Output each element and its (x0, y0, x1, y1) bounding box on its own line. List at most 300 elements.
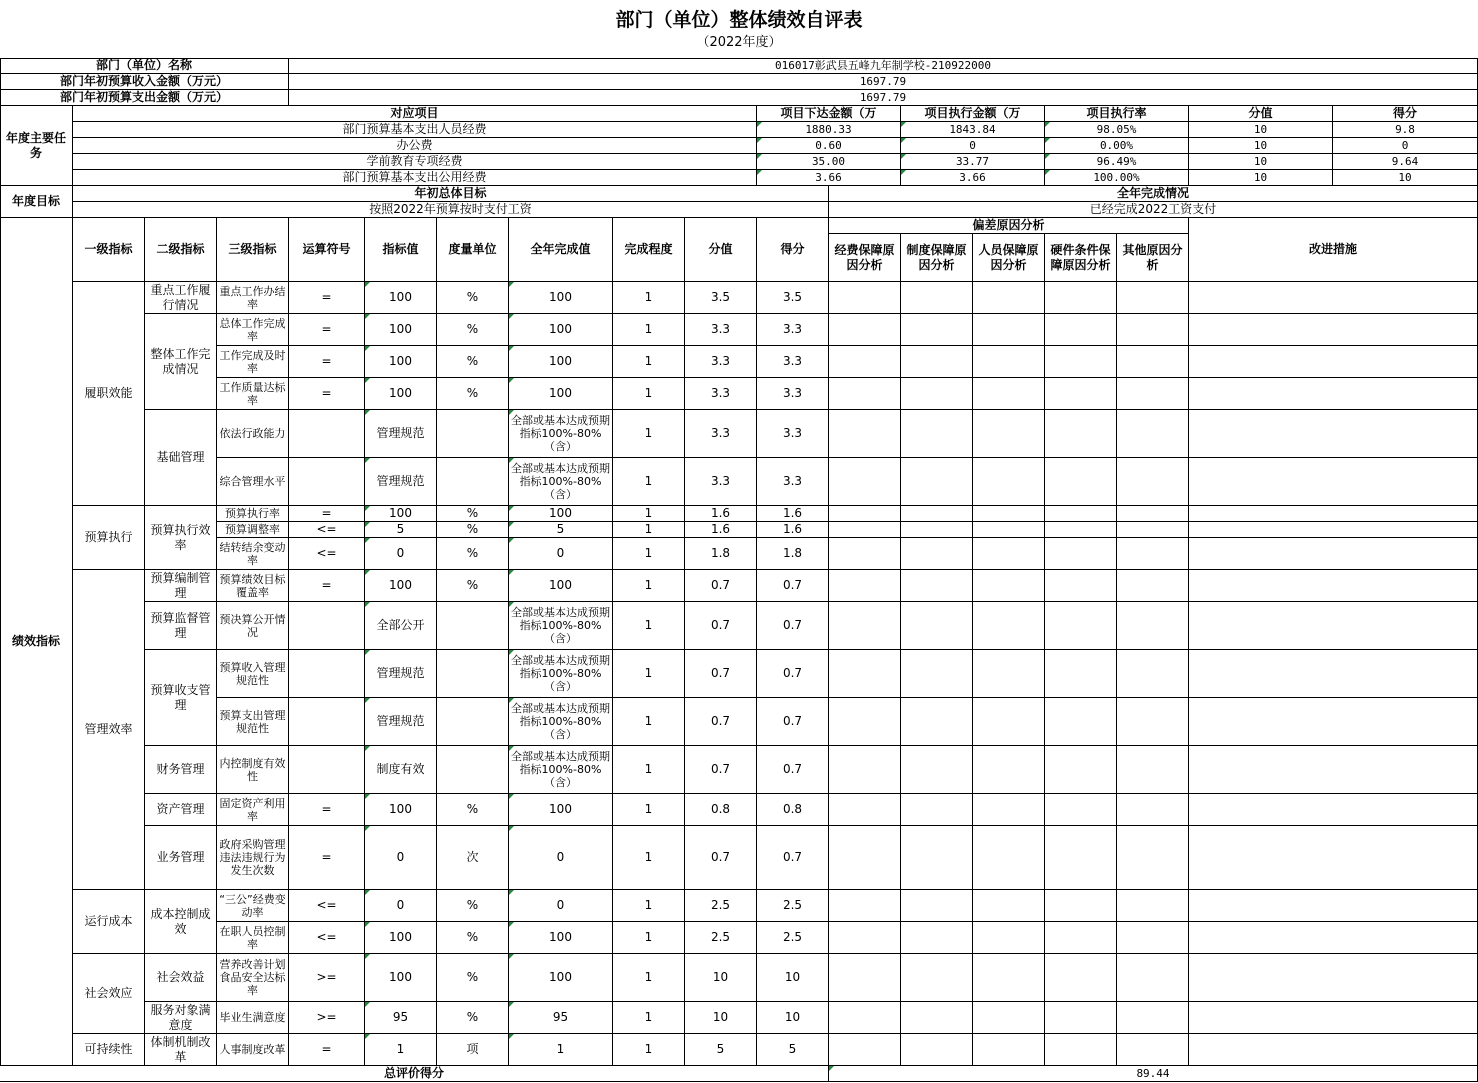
indicator-cell: 3.3 (757, 410, 829, 458)
indicator-cell: 1 (613, 346, 685, 378)
tasks-cell: 10 (1189, 154, 1333, 170)
deviation-cell (1189, 1002, 1478, 1034)
deviation-cell (1117, 506, 1189, 522)
level3-indicator: 工作完成及时率 (217, 346, 289, 378)
indicator-cell: 100 (509, 346, 613, 378)
cell-marker (365, 794, 370, 799)
level2-indicator: 预算执行效率 (145, 506, 217, 570)
deviation-cell (1189, 826, 1478, 890)
indicator-cell: 1 (613, 506, 685, 522)
level3-indicator: 营养改善计划食品安全达标率 (217, 954, 289, 1002)
indicator-cell: 5 (757, 1034, 829, 1066)
deviation-cell (1045, 378, 1117, 410)
deviation-cell (973, 826, 1045, 890)
cell-marker (365, 1002, 370, 1007)
cell-marker (1045, 170, 1050, 175)
deviation-cell (1045, 522, 1117, 538)
indicator-cell: 1 (613, 826, 685, 890)
deviation-cell (829, 602, 901, 650)
deviation-cell (1189, 506, 1478, 522)
tasks-header: 对应项目 (73, 106, 757, 122)
level3-indicator: 预算支出管理规范性 (217, 698, 289, 746)
level2-indicator: 资产管理 (145, 794, 217, 826)
indicator-cell: 0.7 (757, 746, 829, 794)
deviation-cell (829, 458, 901, 506)
indicator-cell: 1 (613, 282, 685, 314)
indicator-cell: 2.5 (685, 922, 757, 954)
deviation-cell (901, 650, 973, 698)
deviation-cell (973, 458, 1045, 506)
cell-marker (901, 170, 906, 175)
cell-marker (365, 346, 370, 351)
level2-indicator: 财务管理 (145, 746, 217, 794)
deviation-cell (1045, 746, 1117, 794)
deviation-cell (901, 746, 973, 794)
deviation-cell (1117, 522, 1189, 538)
level1-indicator: 可持续性 (73, 1034, 145, 1066)
indicator-cell: 10 (757, 954, 829, 1002)
indicator-cell: 3.3 (757, 346, 829, 378)
level1-indicator: 预算执行 (73, 506, 145, 570)
deviation-cell (901, 410, 973, 458)
level3-indicator: 固定资产利用率 (217, 794, 289, 826)
indicator-cell: 100 (365, 282, 437, 314)
page-title: 部门（单位）整体绩效自评表 (615, 9, 863, 31)
level1-indicator: 履职效能 (73, 282, 145, 506)
indicator-header: 一级指标 (73, 218, 145, 282)
cell-marker (509, 602, 514, 607)
tasks-cell: 0 (1333, 138, 1478, 154)
deviation-cell (829, 314, 901, 346)
deviation-cell (901, 1034, 973, 1066)
indicator-cell: 0.7 (685, 650, 757, 698)
level2-indicator: 预算监督管理 (145, 602, 217, 650)
indicators-section-label: 绩效指标 (0, 218, 73, 1066)
indicator-cell: 1.6 (757, 522, 829, 538)
cell-marker (509, 1002, 514, 1007)
indicator-cell: 100 (365, 794, 437, 826)
deviation-cell (829, 506, 901, 522)
deviation-cell (829, 410, 901, 458)
cell-marker (365, 282, 370, 287)
indicator-cell: 3.3 (685, 410, 757, 458)
indicator-cell: 100 (509, 954, 613, 1002)
indicator-cell: 管理规范 (365, 698, 437, 746)
cell-marker (757, 122, 762, 127)
deviation-cell (1189, 922, 1478, 954)
budget-income-label: 部门年初预算收入金额（万元） (0, 74, 289, 90)
indicator-header: 度量单位 (437, 218, 509, 282)
deviation-cell (829, 1002, 901, 1034)
level3-indicator: 综合管理水平 (217, 458, 289, 506)
cell-marker (509, 506, 514, 511)
deviation-cell (901, 538, 973, 570)
cell-marker (365, 890, 370, 895)
goal-completion-value: 已经完成2022工资支付 (829, 202, 1478, 218)
deviation-cell (973, 282, 1045, 314)
level3-indicator: 结转结余变动率 (217, 538, 289, 570)
deviation-cell (1117, 458, 1189, 506)
deviation-cell (829, 794, 901, 826)
deviation-cell (1045, 458, 1117, 506)
level3-indicator: 预决算公开情况 (217, 602, 289, 650)
deviation-cell (973, 1002, 1045, 1034)
goal-section-label: 年度目标 (0, 186, 73, 218)
tasks-cell: 办公费 (73, 138, 757, 154)
deviation-cell (829, 890, 901, 922)
indicator-cell: 1.6 (685, 522, 757, 538)
deviation-cell (1117, 314, 1189, 346)
indicator-cell: 0 (365, 826, 437, 890)
deviation-cell (973, 1034, 1045, 1066)
indicator-cell: 管理规范 (365, 650, 437, 698)
indicator-cell: 全部或基本达成预期指标100%-80%（含） (509, 410, 613, 458)
indicator-cell: 100 (365, 570, 437, 602)
indicator-cell: 95 (365, 1002, 437, 1034)
deviation-cell (901, 458, 973, 506)
indicator-cell: <= (289, 922, 365, 954)
cell-marker (365, 746, 370, 751)
level2-indicator: 基础管理 (145, 410, 217, 506)
deviation-cell (1045, 538, 1117, 570)
indicator-cell: 1 (613, 522, 685, 538)
indicator-cell: 全部或基本达成预期指标100%-80%（含） (509, 698, 613, 746)
indicator-cell: 1 (613, 922, 685, 954)
indicator-cell: 0.7 (757, 698, 829, 746)
cell-marker (509, 538, 514, 543)
deviation-cell (1117, 282, 1189, 314)
indicator-cell: 1 (613, 410, 685, 458)
indicator-cell: 95 (509, 1002, 613, 1034)
deviation-cell (1045, 954, 1117, 1002)
indicator-cell: 1.6 (685, 506, 757, 522)
deviation-cell (1189, 890, 1478, 922)
indicator-header: 得分 (757, 218, 829, 282)
indicator-cell: 5 (365, 522, 437, 538)
indicator-header: 二级指标 (145, 218, 217, 282)
cell-marker (509, 570, 514, 575)
indicator-cell: 0.7 (757, 826, 829, 890)
deviation-cell (901, 794, 973, 826)
indicator-cell: 1 (613, 458, 685, 506)
cell-marker (757, 170, 762, 175)
indicator-cell: 全部或基本达成预期指标100%-80%（含） (509, 602, 613, 650)
level2-indicator: 重点工作履行情况 (145, 282, 217, 314)
deviation-cell (1189, 698, 1478, 746)
tasks-cell: 10 (1333, 170, 1478, 186)
budget-income-value: 1697.79 (289, 74, 1478, 90)
cell-marker (365, 954, 370, 959)
tasks-cell: 0 (901, 138, 1045, 154)
goal-initial-header: 年初总体目标 (73, 186, 829, 202)
indicator-cell: % (437, 570, 509, 602)
indicator-cell: 100 (509, 314, 613, 346)
indicator-cell (289, 458, 365, 506)
tasks-cell: 10 (1189, 170, 1333, 186)
level2-indicator: 社会效益 (145, 954, 217, 1002)
indicator-cell: % (437, 314, 509, 346)
level3-indicator: 总体工作完成率 (217, 314, 289, 346)
level1-indicator: 社会效应 (73, 954, 145, 1034)
indicator-cell: 制度有效 (365, 746, 437, 794)
tasks-header: 得分 (1333, 106, 1478, 122)
indicator-cell: 1 (613, 954, 685, 1002)
indicator-cell: 10 (685, 1002, 757, 1034)
indicator-cell: = (289, 282, 365, 314)
indicator-header: 指标值 (365, 218, 437, 282)
deviation-cell (1189, 746, 1478, 794)
deviation-header: 偏差原因分析 (829, 218, 1189, 234)
deviation-cell (901, 506, 973, 522)
deviation-cell (829, 346, 901, 378)
deviation-cell (829, 570, 901, 602)
cell-marker (365, 698, 370, 703)
indicator-cell: 10 (685, 954, 757, 1002)
deviation-subheader: 其他原因分析 (1117, 234, 1189, 282)
tasks-header: 项目执行金额（万 (901, 106, 1045, 122)
deviation-cell (973, 890, 1045, 922)
indicator-cell: 100 (365, 954, 437, 1002)
tasks-cell: 100.00% (1045, 170, 1189, 186)
tasks-header: 分值 (1189, 106, 1333, 122)
deviation-cell (901, 922, 973, 954)
indicator-cell: 0.7 (757, 570, 829, 602)
deviation-cell (973, 954, 1045, 1002)
indicator-cell: 100 (509, 794, 613, 826)
indicator-cell: 2.5 (757, 890, 829, 922)
deviation-cell (829, 378, 901, 410)
indicator-cell: 3.5 (757, 282, 829, 314)
deviation-cell (1189, 1034, 1478, 1066)
cell-marker (365, 522, 370, 527)
indicator-cell: 全部公开 (365, 602, 437, 650)
indicator-cell: <= (289, 890, 365, 922)
indicator-cell: 全部或基本达成预期指标100%-80%（含） (509, 746, 613, 794)
cell-marker (509, 826, 514, 831)
indicator-cell: 1 (613, 890, 685, 922)
deviation-cell (829, 826, 901, 890)
indicator-cell: % (437, 282, 509, 314)
level2-indicator: 预算收支管理 (145, 650, 217, 746)
indicator-cell: = (289, 506, 365, 522)
tasks-cell: 0.00% (1045, 138, 1189, 154)
tasks-cell: 33.77 (901, 154, 1045, 170)
tasks-section-label: 年度主要任务 (0, 106, 73, 186)
indicator-cell: 1 (613, 650, 685, 698)
indicator-cell: 次 (437, 826, 509, 890)
level2-indicator: 预算编制管理 (145, 570, 217, 602)
deviation-cell (829, 922, 901, 954)
deviation-cell (1045, 698, 1117, 746)
unit-name-value: 016017彰武县五峰九年制学校-210922000 (289, 58, 1478, 74)
indicator-cell: = (289, 1034, 365, 1066)
indicator-cell: 0.7 (685, 570, 757, 602)
tasks-cell: 10 (1189, 138, 1333, 154)
deviation-cell (1189, 314, 1478, 346)
level2-indicator: 服务对象满意度 (145, 1002, 217, 1034)
indicator-cell: = (289, 826, 365, 890)
indicator-cell: 1 (613, 746, 685, 794)
cell-marker (757, 154, 762, 159)
indicator-cell: % (437, 346, 509, 378)
level3-indicator: 预算调整率 (217, 522, 289, 538)
indicator-cell: 0 (365, 538, 437, 570)
tasks-cell: 96.49% (1045, 154, 1189, 170)
deviation-cell (1045, 346, 1117, 378)
indicator-cell: 100 (365, 346, 437, 378)
budget-expense-label: 部门年初预算支出金额（万元） (0, 90, 289, 106)
deviation-cell (1117, 954, 1189, 1002)
indicator-cell: 5 (509, 522, 613, 538)
deviation-cell (1117, 1034, 1189, 1066)
indicator-cell: 1 (613, 378, 685, 410)
cell-marker (1045, 138, 1050, 143)
deviation-cell (1045, 570, 1117, 602)
cell-marker (509, 746, 514, 751)
indicator-header: 全年完成值 (509, 218, 613, 282)
deviation-cell (1117, 746, 1189, 794)
indicator-cell: 100 (365, 314, 437, 346)
indicator-cell: 5 (685, 1034, 757, 1066)
tasks-cell: 9.8 (1333, 122, 1478, 138)
indicator-cell: 0 (365, 890, 437, 922)
level3-indicator: 预算绩效目标覆盖率 (217, 570, 289, 602)
indicator-cell: 1 (613, 602, 685, 650)
deviation-cell (1045, 826, 1117, 890)
indicator-cell: 2.5 (757, 922, 829, 954)
deviation-cell (901, 698, 973, 746)
goal-initial-value: 按照2022年预算按时支付工资 (73, 202, 829, 218)
deviation-cell (901, 826, 973, 890)
deviation-subheader: 人员保障原因分析 (973, 234, 1045, 282)
tasks-cell: 学前教育专项经费 (73, 154, 757, 170)
cell-marker (365, 650, 370, 655)
indicator-cell (437, 746, 509, 794)
indicator-cell (289, 410, 365, 458)
cell-marker (365, 410, 370, 415)
indicator-header: 完成程度 (613, 218, 685, 282)
deviation-cell (1045, 506, 1117, 522)
deviation-cell (829, 282, 901, 314)
deviation-cell (829, 746, 901, 794)
deviation-cell (1117, 378, 1189, 410)
deviation-cell (1117, 794, 1189, 826)
deviation-cell (1117, 410, 1189, 458)
deviation-cell (973, 378, 1045, 410)
deviation-cell (973, 570, 1045, 602)
deviation-cell (973, 346, 1045, 378)
indicator-cell: 0.8 (757, 794, 829, 826)
indicator-cell: 1 (509, 1034, 613, 1066)
indicator-cell (289, 698, 365, 746)
level3-indicator: 工作质量达标率 (217, 378, 289, 410)
deviation-cell (829, 538, 901, 570)
indicator-cell: 全部或基本达成预期指标100%-80%（含） (509, 458, 613, 506)
deviation-cell (973, 506, 1045, 522)
cell-marker (365, 506, 370, 511)
cell-marker (829, 1066, 834, 1071)
level3-indicator: 人事制度改革 (217, 1034, 289, 1066)
level3-indicator: 预算收入管理规范性 (217, 650, 289, 698)
indicator-cell: 100 (365, 922, 437, 954)
tasks-cell: 3.66 (901, 170, 1045, 186)
level3-indicator: 在职人员控制率 (217, 922, 289, 954)
deviation-cell (1117, 1002, 1189, 1034)
indicator-cell: 0.7 (685, 602, 757, 650)
cell-marker (365, 378, 370, 383)
indicator-cell: = (289, 346, 365, 378)
indicator-cell: = (289, 570, 365, 602)
deviation-cell (901, 954, 973, 1002)
total-score-value: 89.44 (829, 1066, 1478, 1082)
deviation-cell (1117, 538, 1189, 570)
cell-marker (757, 138, 762, 143)
cell-marker (365, 458, 370, 463)
indicator-cell: 2.5 (685, 890, 757, 922)
deviation-subheader: 硬件条件保障原因分析 (1045, 234, 1117, 282)
deviation-cell (1189, 602, 1478, 650)
deviation-cell (901, 314, 973, 346)
indicator-cell: = (289, 794, 365, 826)
level3-indicator: 重点工作办结率 (217, 282, 289, 314)
indicator-cell: % (437, 522, 509, 538)
indicator-cell: 0.7 (685, 746, 757, 794)
deviation-cell (973, 410, 1045, 458)
indicator-cell: 0.8 (685, 794, 757, 826)
indicator-cell: 1.8 (757, 538, 829, 570)
indicator-cell: 1 (613, 1034, 685, 1066)
indicator-cell: 3.3 (685, 314, 757, 346)
deviation-cell (1045, 890, 1117, 922)
indicator-cell: 0.7 (685, 698, 757, 746)
deviation-cell (973, 922, 1045, 954)
deviation-cell (829, 698, 901, 746)
indicator-cell: 3.3 (757, 378, 829, 410)
deviation-cell (829, 522, 901, 538)
cell-marker (509, 378, 514, 383)
level1-indicator: 管理效率 (73, 570, 145, 890)
cell-marker (901, 138, 906, 143)
indicator-header: 分值 (685, 218, 757, 282)
deviation-cell (973, 794, 1045, 826)
indicator-cell: = (289, 314, 365, 346)
indicator-cell (437, 698, 509, 746)
indicator-cell: % (437, 506, 509, 522)
deviation-cell (973, 602, 1045, 650)
deviation-cell (1045, 1002, 1117, 1034)
indicator-cell: % (437, 794, 509, 826)
cell-marker (509, 458, 514, 463)
deviation-cell (901, 890, 973, 922)
deviation-cell (1117, 922, 1189, 954)
deviation-subheader: 制度保障原因分析 (901, 234, 973, 282)
deviation-cell (901, 1002, 973, 1034)
cell-marker (365, 570, 370, 575)
tasks-cell: 9.64 (1333, 154, 1478, 170)
indicator-cell: % (437, 538, 509, 570)
tasks-cell: 98.05% (1045, 122, 1189, 138)
deviation-cell (1189, 378, 1478, 410)
indicator-cell: 0.7 (685, 826, 757, 890)
deviation-cell (1045, 794, 1117, 826)
deviation-cell (1117, 650, 1189, 698)
indicator-cell: 1 (613, 794, 685, 826)
cell-marker (509, 410, 514, 415)
deviation-cell (829, 650, 901, 698)
unit-name-label: 部门（单位）名称 (0, 58, 289, 74)
deviation-cell (1117, 346, 1189, 378)
cell-marker (509, 922, 514, 927)
